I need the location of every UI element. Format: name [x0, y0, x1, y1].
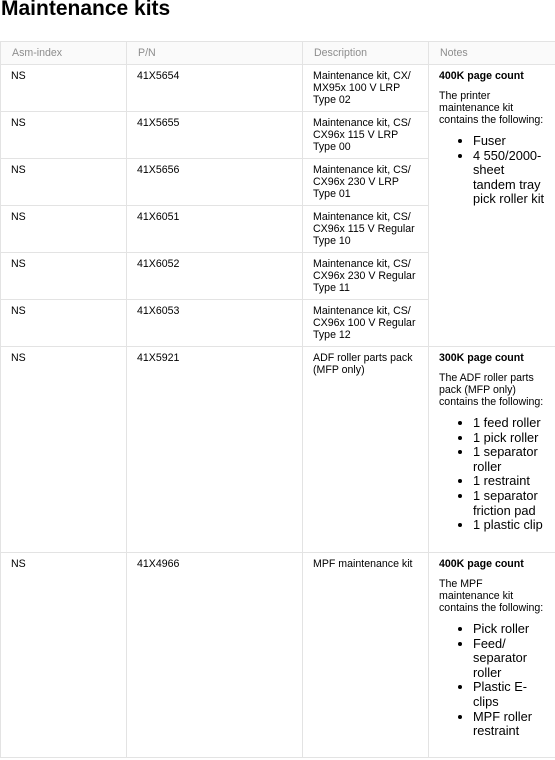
- asm-index-cell: NS: [1, 253, 127, 300]
- description-cell: MPF maintenance kit: [303, 553, 429, 758]
- description-cell: Maintenance kit, CS/ CX96x 230 V LRP Type 01: [303, 159, 429, 206]
- part-number-cell: 41X5656: [127, 159, 303, 206]
- notes-cell: [429, 553, 555, 758]
- maintenance-kits-table: [0, 41, 555, 758]
- description-cell: ADF roller parts pack (MFP only): [303, 347, 429, 553]
- list-item: • 1 pick roller: [473, 431, 545, 446]
- asm-index-cell: NS: [1, 112, 127, 159]
- note-text: The ADF roller parts pack (MFP only) contains the following:: [439, 372, 544, 408]
- part-number-cell: 41X6052: [127, 253, 303, 300]
- list-item: • 4 550/2000-sheet tandem tray pick roller kit: [473, 149, 545, 207]
- list-item: • 1 plastic clip: [473, 518, 545, 533]
- part-number-cell: 41X6053: [127, 300, 303, 347]
- note-list: [439, 416, 545, 533]
- list-item: • Plastic E-clips: [473, 680, 545, 709]
- description-cell: Maintenance kit, CS/ CX96x 115 V LRP Type 00: [303, 112, 429, 159]
- column-header-asm-index: Asm-index: [1, 42, 127, 65]
- description-cell: Maintenance kit, CX/ MX95x 100 V LRP Type 02: [303, 65, 429, 112]
- table-row: [1, 347, 555, 553]
- note-text: The printer maintenance kit contains the following:: [439, 90, 544, 126]
- asm-index-cell: NS: [1, 300, 127, 347]
- note-heading: 400K page count: [439, 558, 524, 570]
- part-number-cell: 41X5921: [127, 347, 303, 553]
- list-item: • 1 feed roller: [473, 416, 545, 431]
- asm-index-cell: NS: [1, 347, 127, 553]
- asm-index-cell: NS: [1, 65, 127, 112]
- part-number-cell: 41X5654: [127, 65, 303, 112]
- note-list: [439, 134, 545, 207]
- part-number-cell: 41X4966: [127, 553, 303, 758]
- page-title: Maintenance kits: [1, 0, 171, 20]
- note-text: The MPF maintenance kit contains the following:: [439, 578, 544, 614]
- list-item: • Fuser: [473, 134, 545, 149]
- notes-cell: [429, 347, 555, 553]
- list-item: • Feed/ separator roller: [473, 637, 545, 681]
- table-header-row: [1, 42, 555, 65]
- column-header-description: Description: [303, 42, 429, 65]
- note-list: [439, 622, 545, 739]
- note-heading: 400K page count: [439, 70, 524, 82]
- asm-index-cell: NS: [1, 553, 127, 758]
- part-number-cell: 41X6051: [127, 206, 303, 253]
- list-item: • Pick roller: [473, 622, 545, 637]
- column-header-notes: Notes: [429, 42, 555, 65]
- description-cell: Maintenance kit, CS/ CX96x 100 V Regular Type 12: [303, 300, 429, 347]
- description-cell: Maintenance kit, CS/ CX96x 115 V Regular Type 10: [303, 206, 429, 253]
- table-row: [1, 553, 555, 758]
- asm-index-cell: NS: [1, 159, 127, 206]
- note-heading: 300K page count: [439, 352, 524, 364]
- asm-index-cell: NS: [1, 206, 127, 253]
- notes-cell: [429, 65, 555, 347]
- part-number-cell: 41X5655: [127, 112, 303, 159]
- list-item: • 1 separator friction pad: [473, 489, 545, 518]
- table-row: [1, 65, 555, 112]
- list-item: • 1 restraint: [473, 474, 545, 489]
- description-cell: Maintenance kit, CS/ CX96x 230 V Regular Type 11: [303, 253, 429, 300]
- column-header-pn: P/N: [127, 42, 303, 65]
- list-item: • MPF roller restraint: [473, 710, 545, 739]
- list-item: • 1 separator roller: [473, 445, 545, 474]
